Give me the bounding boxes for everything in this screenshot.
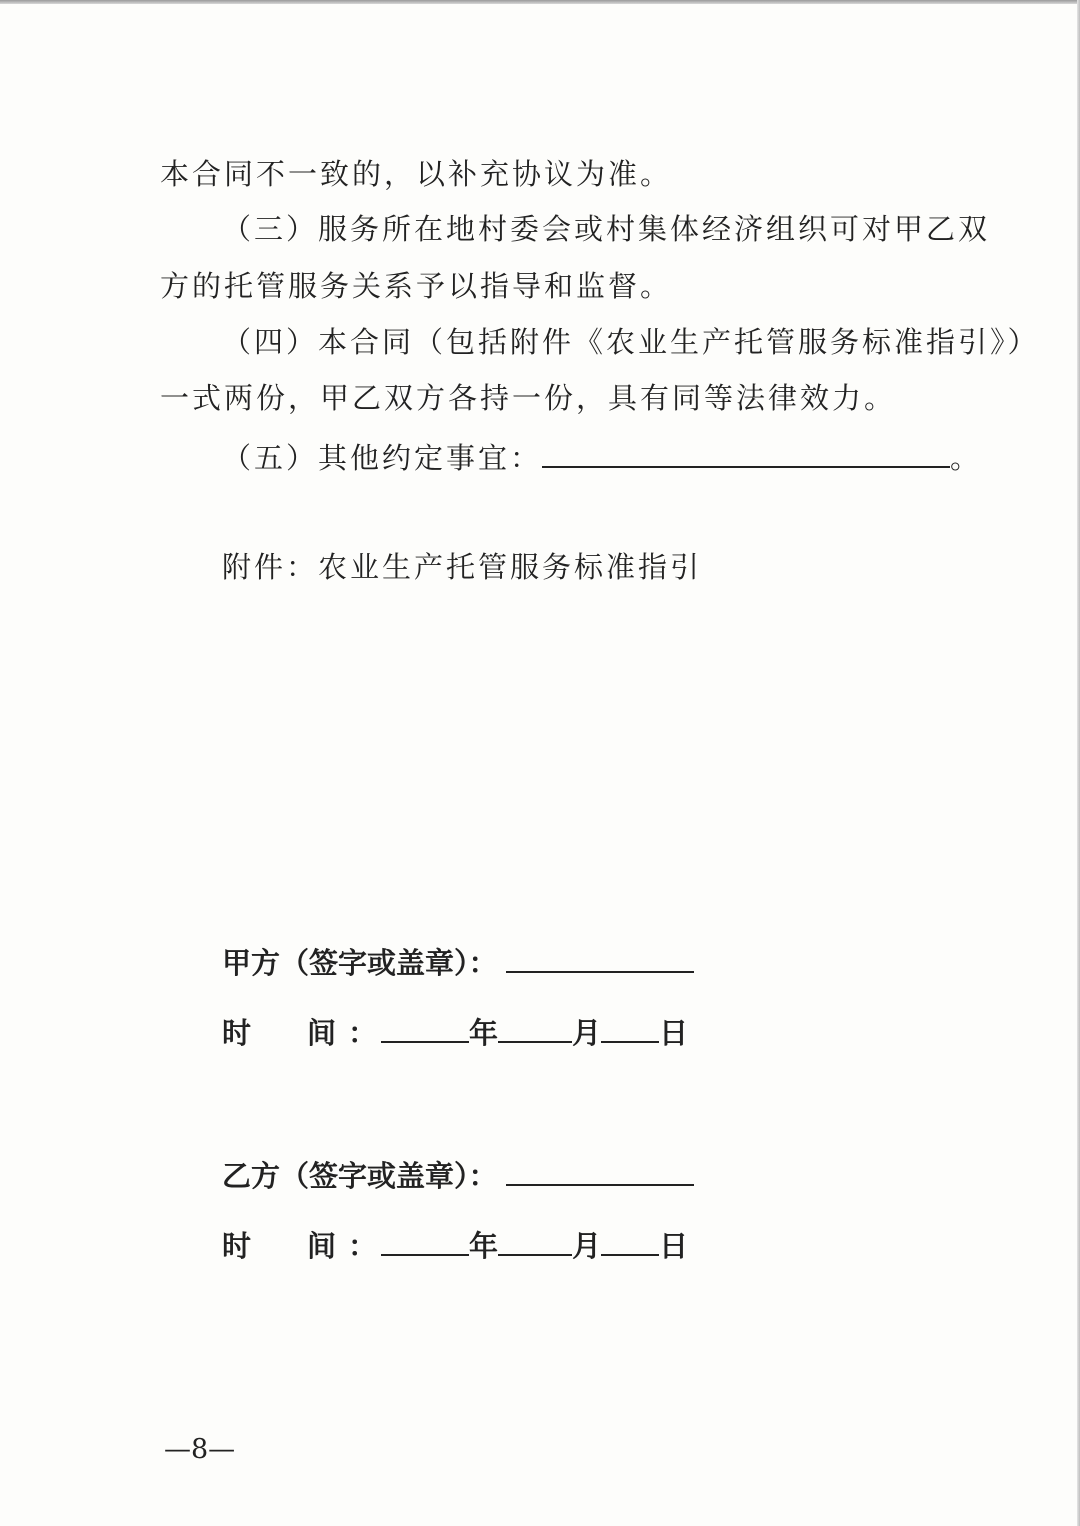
party-a-signature-line <box>222 945 694 978</box>
party-a-time-line <box>222 1015 688 1048</box>
party-b-time-colon: ： <box>348 1229 378 1263</box>
party-a-label: 甲方（签字或盖章）： <box>222 946 498 980</box>
page-number: —8— <box>164 1434 236 1465</box>
party-a-year: 年 <box>469 1016 499 1050</box>
party-a-month: 月 <box>572 1016 602 1050</box>
other-matters-line <box>222 440 982 473</box>
party-b-year-blank <box>381 1228 469 1256</box>
party-b-signature-line <box>222 1158 694 1191</box>
party-a-month-blank <box>498 1015 572 1043</box>
party-a-time-char-1: 时 <box>222 1016 252 1050</box>
party-b-label: 乙方（签字或盖章）： <box>222 1159 498 1193</box>
party-a-time-char-2: 间 <box>307 1016 337 1050</box>
party-b-day: 日 <box>659 1229 689 1263</box>
party-a-day: 日 <box>659 1016 689 1050</box>
body-line-5: 一式两份，甲乙双方各持一份，具有同等法律效力。 <box>160 381 897 415</box>
body-line-3: 方的托管服务关系予以指导和监督。 <box>160 269 673 303</box>
body-line-2: （三）服务所在地村委会或村集体经济组织可对甲乙双 <box>222 212 991 246</box>
body-line-1: 本合同不一致的，以补充协议为准。 <box>160 157 673 191</box>
other-matters-label: （五）其他约定事宜： <box>222 441 543 475</box>
page-top-edge <box>0 0 1080 4</box>
party-a-signature-blank <box>506 945 694 973</box>
party-a-day-blank <box>601 1015 659 1043</box>
attachment-note: 附件：农业生产托管服务标准指引 <box>222 550 703 584</box>
party-b-signature-blank <box>506 1158 694 1186</box>
party-b-time-line <box>222 1228 688 1261</box>
party-b-time-char-1: 时 <box>222 1229 252 1263</box>
party-b-month: 月 <box>572 1229 602 1263</box>
party-a-year-blank <box>381 1015 469 1043</box>
party-b-day-blank <box>601 1228 659 1256</box>
other-matters-period: 。 <box>950 441 983 475</box>
party-b-year: 年 <box>469 1229 499 1263</box>
other-matters-blank <box>542 440 950 468</box>
party-b-month-blank <box>498 1228 572 1256</box>
party-a-time-colon: ： <box>348 1016 378 1050</box>
party-b-time-char-2: 间 <box>307 1229 337 1263</box>
body-line-4: （四）本合同（包括附件《农业生产托管服务标准指引》） <box>222 325 1040 359</box>
